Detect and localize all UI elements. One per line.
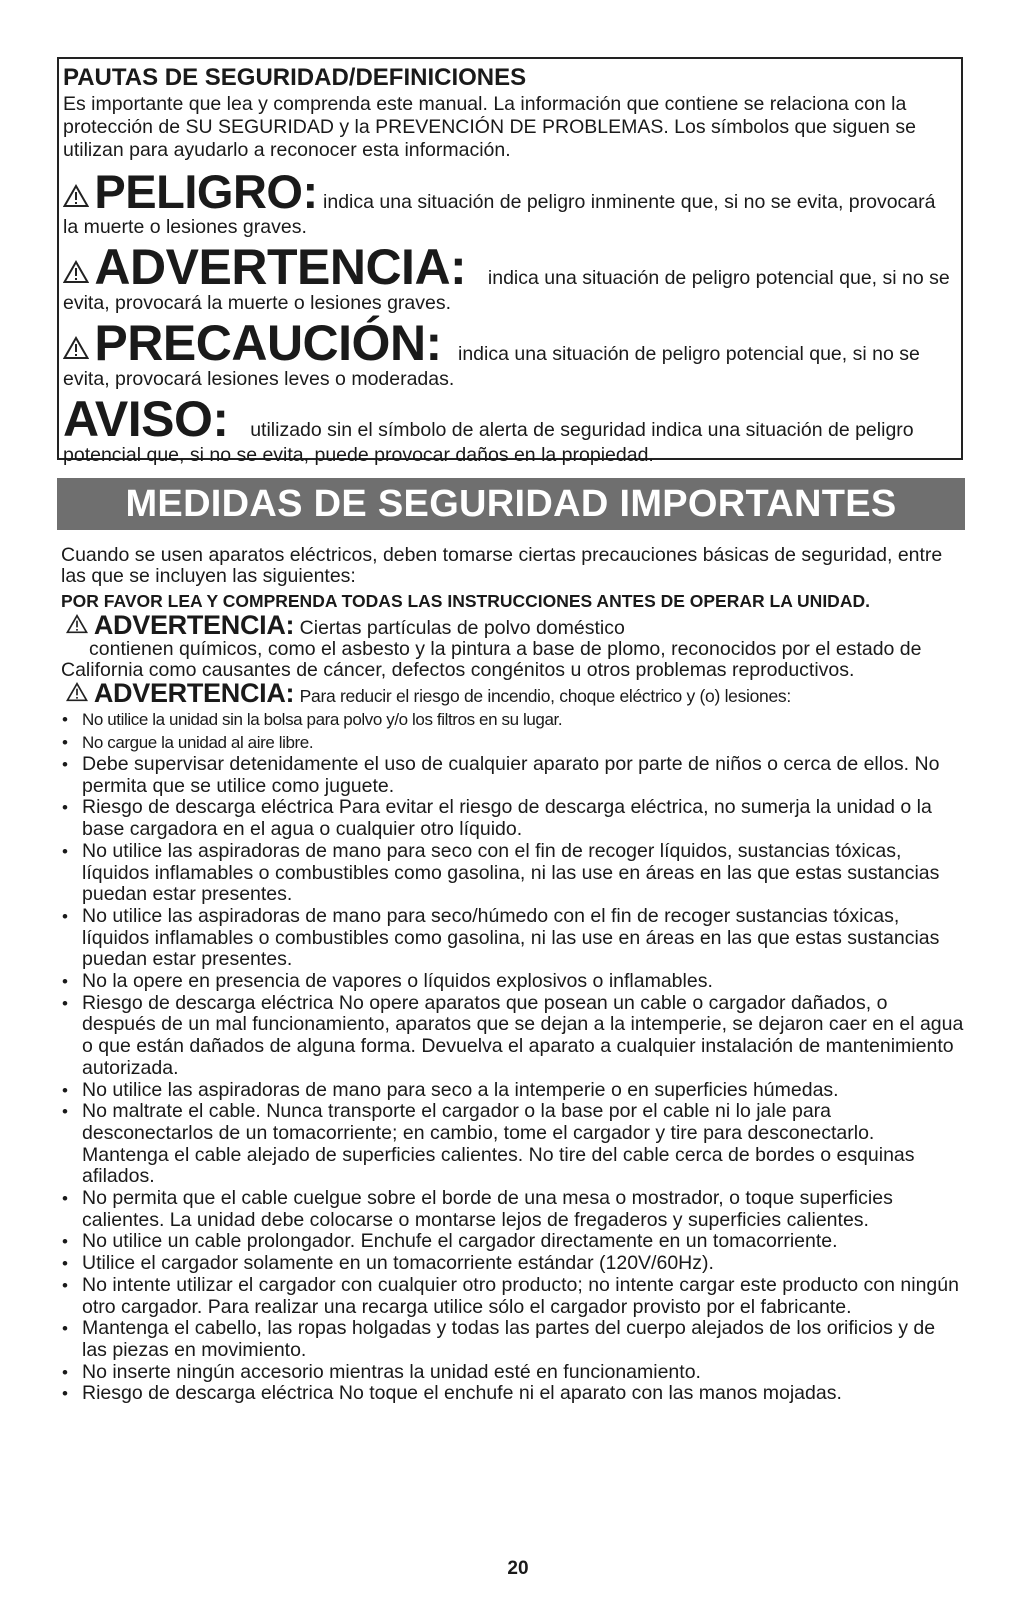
list-item: • No la opere en presencia de vapores o líquidos explosivos o inflamables. <box>61 971 965 993</box>
fire-shock-warning-text: Para reducir el riesgo de incendio, choque eléctrico y (o) lesiones: <box>299 686 791 706</box>
def-advertencia-desc: indica una situación de peligro potencial que, si no se evita, provocará la muerte o lesiones graves. <box>63 267 950 314</box>
fire-shock-warning-label: ADVERTENCIA: <box>93 678 295 708</box>
warning-triangle-icon <box>66 614 88 634</box>
warning-triangle-icon <box>63 184 89 208</box>
list-item: • Utilice el cargador solamente en un tomacorriente estándar (120V/60Hz). <box>61 1253 965 1275</box>
list-item: • No inserte ningún accesorio mientras la unidad esté en funcionamiento. <box>61 1362 965 1384</box>
list-item: • Debe supervisar detenidamente el uso de cualquier aparato por parte de niños o cerca de ellos. No permita que se utilice como juguete. <box>61 754 965 797</box>
def-aviso-desc: utilizado sin el símbolo de alerta de seguridad indica una situación de peligro potencial que, si no se evita, puede provocar daños en la propiedad. <box>63 419 914 466</box>
california-warning-text-b: contienen químicos, como el asbesto y la pintura a base de plomo, reconocidos por el estado de California como causantes de cáncer, defectos congénitos u otros problemas reproductivos. <box>61 638 922 681</box>
def-aviso-term: AVISO: <box>63 391 229 447</box>
page-number: 20 <box>507 1558 529 1579</box>
def-precaucion <box>63 315 955 391</box>
warning-triangle-icon <box>63 260 89 284</box>
list-item: • Mantenga el cabello, las ropas holgadas y todas las partes del cuerpo alejados de los orificios y de las piezas en movimiento. <box>61 1318 965 1361</box>
def-precaucion-term: PRECAUCIÓN: <box>94 315 442 371</box>
safety-section <box>61 545 965 1405</box>
def-advertencia <box>63 239 955 315</box>
list-item: • No intente utilizar el cargador con cualquier otro producto; no intente cargar este producto con ningún otro cargador. Para realizar una recarga utilice sólo el cargador provisto por el fabricante. <box>61 1275 965 1318</box>
def-peligro <box>63 165 955 239</box>
list-item: • No utilice un cable prolongador. Enchufe el cargador directamente en un tomacorriente. <box>61 1231 965 1253</box>
section-banner: MEDIDAS DE SEGURIDAD IMPORTANTES <box>57 478 965 530</box>
def-aviso <box>63 391 955 467</box>
list-item: • Riesgo de descarga eléctrica No opere aparatos que posean un cable o cargador dañados, o después de un mal funcionamiento, aparatos que se dejan a la intemperie, se dejaron caer en el agua o que están dañados de alguna forma. Devuelva el aparato a cualquier instalación de mantenimiento autorizada. <box>61 993 965 1080</box>
list-item: • No utilice las aspiradoras de mano para seco a la intemperie o en superficies húmedas. <box>61 1080 965 1102</box>
list-item: • Riesgo de descarga eléctrica No toque el enchufe ni el aparato con las manos mojadas. <box>61 1383 965 1405</box>
fire-shock-warning <box>61 678 965 708</box>
list-item: • No utilice las aspiradoras de mano para seco/húmedo con el fin de recoger sustancias tóxicas, líquidos inflamables o combustibles como gasolina, ni las use en áreas en las que estas sustancias puedan estar presentes. <box>61 906 965 971</box>
california-warning <box>61 610 965 681</box>
california-warning-text-a: Ciertas partículas de polvo doméstico <box>299 617 625 639</box>
definitions-box <box>57 57 963 466</box>
list-item: • No utilice la unidad sin la bolsa para polvo y/o los filtros en su lugar. <box>61 708 965 731</box>
definitions-intro: Es importante que lea y comprenda este manual. La información que contiene se relaciona con la protección de SU SEGURIDAD y la PREVENCIÓN DE PROBLEMAS. Los símbolos que siguen se utilizan para ayudarlo a reconocer esta información. <box>63 93 916 161</box>
def-peligro-desc: indica una situación de peligro inminente que, si no se evita, provocará la muerte o lesiones graves. <box>63 191 936 238</box>
list-item: • No permita que el cable cuelgue sobre el borde de una mesa o mostrador, o toque superficies calientes. La unidad debe colocarse o montarse lejos de fregaderos y superficies calientes. <box>61 1188 965 1231</box>
def-precaucion-desc: indica una situación de peligro potencial que, si no se evita, provocará lesiones leves o moderadas. <box>63 343 920 390</box>
california-warning-label: ADVERTENCIA: <box>93 610 295 640</box>
definitions-title: PAUTAS DE SEGURIDAD/DEFINICIONES <box>63 64 527 91</box>
list-item: • Riesgo de descarga eléctrica Para evitar el riesgo de descarga eléctrica, no sumerja la unidad o la base cargadora en el agua o cualquier otro líquido. <box>61 797 965 840</box>
def-advertencia-term: ADVERTENCIA: <box>94 239 467 295</box>
list-item: • No cargue la unidad al aire libre. <box>61 731 965 754</box>
def-peligro-term: PELIGRO: <box>94 165 318 218</box>
list-item: • No maltrate el cable. Nunca transporte el cargador o la base por el cable ni lo jale para desconectarlos de un tomacorriente; en cambio, tome el cargador y tire para desconectarlo. Mantenga el cable alejado de superficies calientes. No tire del cable cerca de bordes o esquinas afilados. <box>61 1101 965 1188</box>
warning-triangle-icon <box>63 336 89 360</box>
safety-bullet-list <box>61 708 965 1405</box>
warning-triangle-icon <box>66 682 88 702</box>
read-instructions-notice: POR FAVOR LEA Y COMPRENDA TODAS LAS INSTRUCCIONES ANTES DE OPERAR LA UNIDAD. <box>61 591 870 611</box>
safety-intro: Cuando se usen aparatos eléctricos, deben tomarse ciertas precauciones básicas de seguridad, entre las que se incluyen las siguientes: <box>61 544 943 587</box>
list-item: • No utilice las aspiradoras de mano para seco con el fin de recoger líquidos, sustancias tóxicas, líquidos inflamables o combustibles como gasolina, ni las use en áreas en las que estas sustancias puedan estar presentes. <box>61 841 965 906</box>
